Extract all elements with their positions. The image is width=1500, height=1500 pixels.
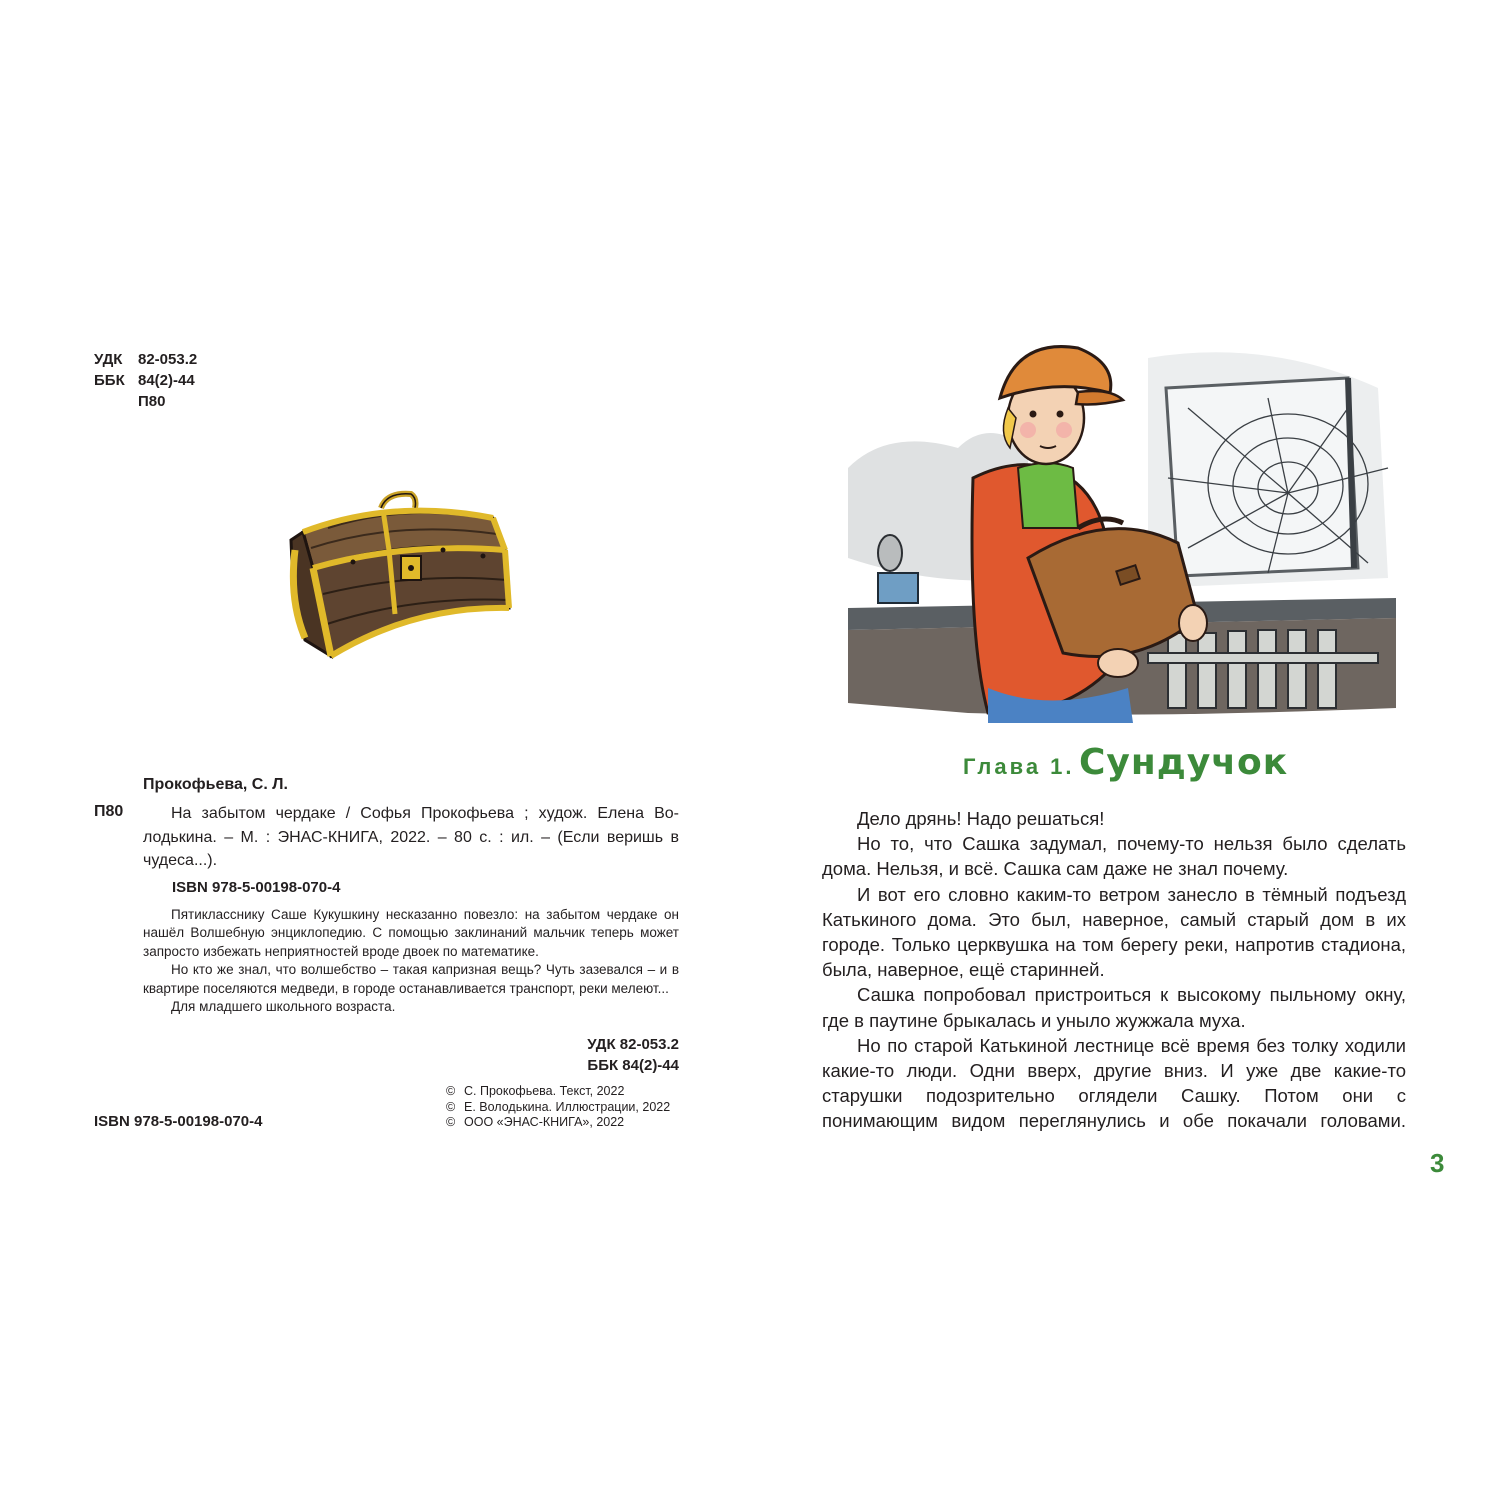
catalog-author: Прокофьева, С. Л. — [143, 776, 288, 793]
udk-code: УДК 82-053.2 — [94, 351, 198, 368]
story-paragraph: И вот его словно каким-то ветром занесло в тёмный подъезд Катькиного дома. Это был, наверное, самый старый дом в их городе. Только церквушка на том берегу реки, напротив стадиона, была, наверное, ещё старинней. — [822, 883, 1406, 981]
chapter-title: Сундучок — [1078, 742, 1289, 783]
boy-with-briefcase-illustration — [848, 318, 1396, 723]
page-number: 3 — [1430, 1148, 1445, 1178]
chapter-label: Глава 1. — [963, 754, 1075, 779]
classification-codes — [94, 349, 197, 412]
story-paragraph: Сашка попробовал пристроиться к высокому пыльному окну, где в паутине брыкалась и уныло жужжала муха. — [822, 984, 1406, 1031]
copyright-icon: © — [446, 1084, 456, 1098]
bbk-code: ББК 84(2)-44 — [94, 372, 195, 389]
catalog-description — [143, 802, 679, 873]
copyright-line: © С. Прокофьева. Текст, 2022 — [446, 1084, 625, 1098]
catalog-entry-code: П80 — [94, 803, 124, 820]
annotation-paragraph: Для младшего школьного возраста. — [171, 999, 396, 1015]
isbn-bottom: ISBN 978-5-00198-070-4 — [94, 1113, 263, 1130]
bbk-code-right: ББК 84(2)-44 — [587, 1057, 679, 1074]
copyright-line: © Е. Володькина. Иллюстрации, 2022 — [446, 1099, 671, 1114]
isbn-main: ISBN 978-5-00198-070-4 — [172, 879, 341, 896]
story-paragraph: Но по старой Катькиной лестнице всё время без толку ходили какие-то люди. Одни вверх, другие вниз. И уже две какие-то старушки подозрительно оглядели Сашку. Потом они с понимающим видом переглянулись и обе покачали головами. — [822, 1034, 1406, 1132]
chapter-heading — [963, 742, 1288, 783]
story-text — [822, 806, 1406, 1134]
copyright-icon: © — [446, 1099, 456, 1114]
description-paragraph: На забытом чердаке / Софья Прокофьева ; худож. Елена Володькина. – М. : ЭНАС-КНИГА, 2022. – 80 с. : ил. – (Если веришь в чудеса...). — [143, 805, 679, 869]
story-paragraph: Дело дрянь! Надо решаться! — [857, 808, 1105, 829]
author-mark: П80 — [138, 393, 166, 410]
copyright-line: © ООО «ЭНАС-КНИГА», 2022 — [446, 1115, 625, 1130]
annotation-paragraph: Пятикласснику Саше Кукушкину несказанно повезло: на забытом чердаке он нашёл Волшебную энциклопедию. С помощью заклинаний мальчик теперь может запросто избежать неприятностей вроде двоек по математике. — [143, 907, 679, 959]
treasure-chest-illustration — [283, 490, 515, 662]
classification-codes-right — [500, 1034, 679, 1076]
copyright-block — [446, 1084, 670, 1131]
copyright-icon: © — [446, 1115, 456, 1130]
annotation-paragraph: Но кто же знал, что волшебство – такая капризная вещь? Чуть зазевался – и в квартире поселяются медведи, в городе останавливается транспорт, реки мелеют... — [143, 962, 679, 996]
udk-code-right: УДК 82-053.2 — [587, 1036, 679, 1053]
book-annotation — [143, 906, 679, 1016]
story-paragraph: Но то, что Сашка задумал, почему-то нельзя было сделать дома. Нельзя, и всё. Сашка сам даже не знал почему. — [822, 833, 1406, 880]
